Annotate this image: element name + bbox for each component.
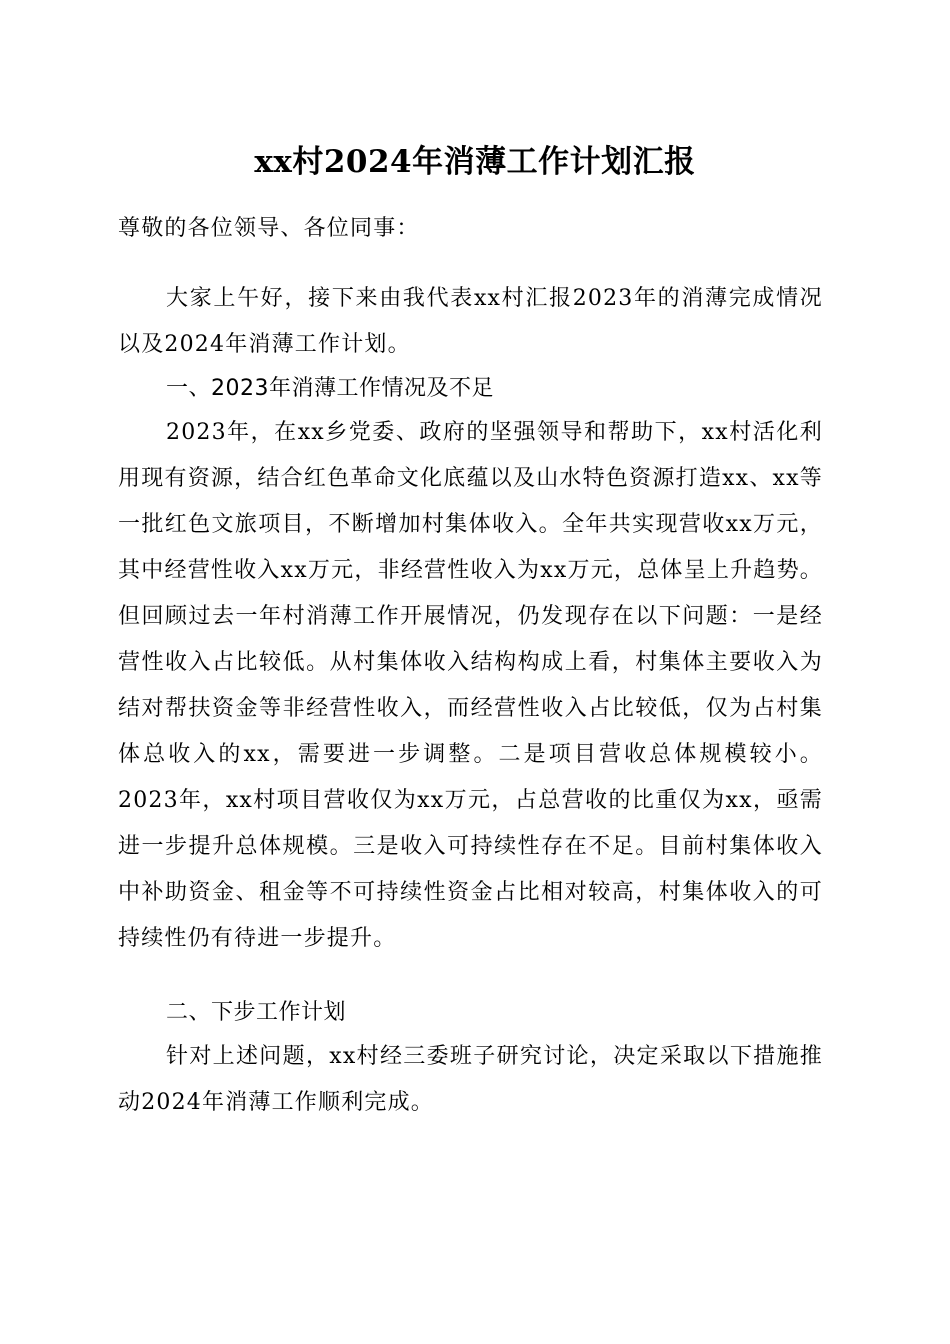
section-1-paragraph: 2023年，在xx乡党委、政府的坚强领导和帮助下，xx村活化利用现有资源，结合红色革命文化底蕴以及山水特色资源打造xx、xx等一批红色文旅项目，不断增加村集体收入。全年共实现营收xx万元，其中经营性收入xx万元，非经营性收入为xx万元，总体呈上升趋势。但回顾过去一年村消薄工作开展情况，仍发现存在以下问题：一是经营性收入占比较低。从村集体收入结构构成上看，村集体主要收入为结对帮扶资金等非经营性收入，而经营性收入占比较低，仅为占村集体总收入的xx，需要进一步调整。二是项目营收总体规模较小。2023年，xx村项目营收仅为xx万元，占总营收的比重仅为xx，亟需进一步提升总体规模。三是收入可持续性存在不足。目前村集体收入中补助资金、租金等不可持续性资金占比相对较高，村集体收入的可持续性仍有待进一步提升。	[118, 420, 823, 951]
section-2-heading: 二、下步工作计划	[166, 1000, 347, 1025]
document-title: xx村2024年消薄工作计划汇报	[254, 144, 696, 180]
section-1-heading: 一、2023年消薄工作情况及不足	[166, 376, 494, 401]
salutation: 尊敬的各位领导、各位同事：	[118, 216, 420, 241]
section-2-paragraph: 针对上述问题，xx村经三委班子研究讨论，决定采取以下措施推动2024年消薄工作顺利完成。	[118, 1044, 823, 1115]
intro-paragraph: 大家上午好，接下来由我代表xx村汇报2023年的消薄完成情况以及2024年消薄工作计划。	[118, 286, 823, 357]
